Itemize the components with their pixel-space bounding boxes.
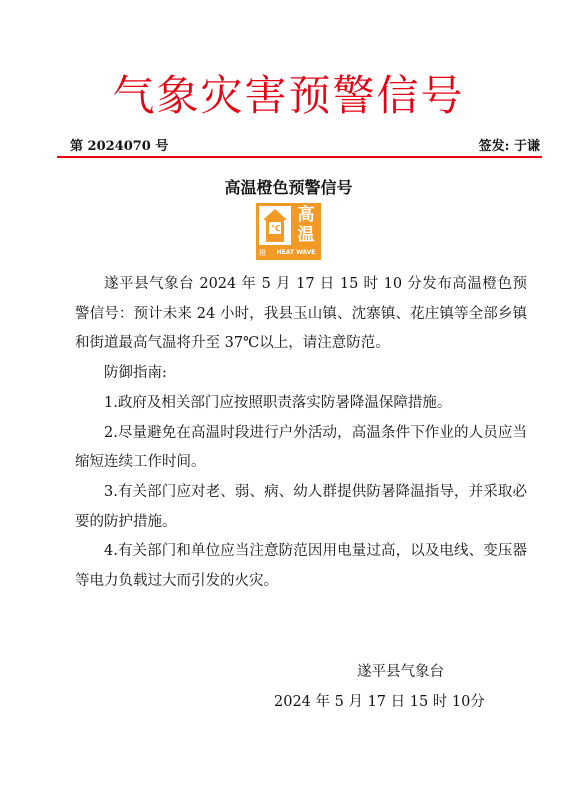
notice-body <box>75 270 527 597</box>
signal-glyph-bottom: 温 <box>297 225 315 245</box>
notice-title: 高温橙色预警信号 <box>224 178 353 197</box>
signal-level-tag: 橙 <box>259 249 266 257</box>
guide-item-4: 4.有关部门和单位应当注意防范因用电量过高，以及电线、变压器等电力负载过大而引发的火灾。 <box>75 543 527 590</box>
document-number: 第 2024070 号 <box>70 139 169 154</box>
thermometer-icon <box>259 206 291 245</box>
masthead-title: 气象灾害预警信号 <box>112 71 465 120</box>
guide-item-1: 1.政府及相关部门应按照职责落实防暑降温保障措施。 <box>104 394 452 411</box>
guide-item-2: 2.尽量避免在高温时段进行户外活动，高温条件下作业的人员应当缩短连续工作时间。 <box>75 424 527 471</box>
signal-english-label: HEAT WAVE <box>276 249 316 256</box>
signature-organization: 遂平县气象台 <box>357 664 444 680</box>
intro-paragraph: 遂平县气象台 2024 年 5 月 17 日 15 时 10 分发布高温橙色预警信号：预计未来 24 小时，我县玉山镇、沈寨镇、花庄镇等全部乡镇和街道最高气温将升至 37℃以上，请注意防范。 <box>75 276 527 352</box>
celsius-symbol: ℃ <box>271 224 281 233</box>
guide-item-3: 3.有关部门应对老、弱、病、幼人群提供防暑降温指导，并采取必要的防护措施。 <box>75 483 527 530</box>
heat-wave-orange-signal-icon <box>256 203 321 260</box>
guide-heading: 防御指南: <box>104 365 167 382</box>
issuer-signature: 签发: 于谦 <box>478 139 540 154</box>
signal-glyph-top: 高 <box>297 205 315 225</box>
signature-datetime: 2024 年 5 月 17 日 15 时 10分 <box>274 694 485 710</box>
document-meta-row <box>70 137 540 157</box>
header-red-rule <box>57 156 542 158</box>
